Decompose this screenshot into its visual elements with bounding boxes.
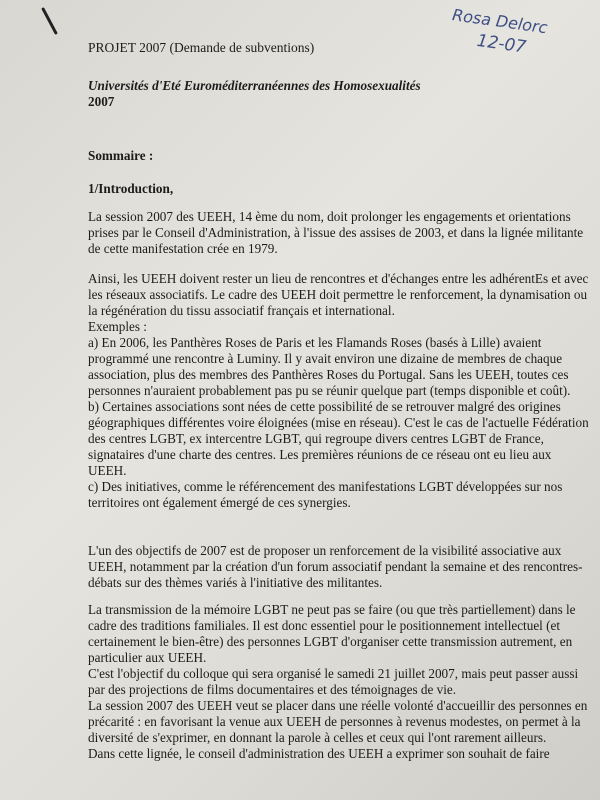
heading-sommaire: Sommaire : [88, 148, 154, 163]
pen-mark [41, 7, 58, 35]
paragraph-colloque: C'est l'objectif du colloque qui sera organisé le samedi 21 juillet 2007, mais peut passer aussi par des projections de films documentaires et des témoignages de vie. [88, 666, 579, 697]
example-a: a) En 2006, les Panthères Roses de Paris et les Flamands Roses (basés à Lille) avaient programmé une rencontre à Luminy. Il y avait environ une dizaine de membres de chaque association, plus des membres des Panthères Roses du Portugal. Sans les UEEH, toutes ces personnes n'auraient probablement pas pu se réunir quelque part (temps disponible et coût). [88, 335, 571, 398]
paragraph-ainsi-text: Ainsi, les UEEH doivent rester un lieu de rencontres et d'échanges entre les adhérentEs et avec les réseaux associatifs. Le cadre des UEEH doit permettre le renforcement, la dynamisation ou la régénération du tissu associatif français et international. [88, 271, 589, 318]
example-b: b) Certaines associations sont nées de cette possibilité de se retrouver malgré des origines géographiques différentes voire éloignées (mise en réseau). C'est le cas de l'actuelle Fédération des centres LGBT, ex intercentre LGBT, qui regroupe divers centres LGBT de France, signataires d'une charte des centres. Les premières réunions de ce réseau ont eu lieu aux UEEH. [88, 399, 589, 478]
example-c: c) Des initiatives, comme le référencement des manifestations LGBT développées sur nos territoires ont également émergé de ces synergies. [88, 479, 563, 510]
paragraph-ainsi [88, 271, 593, 511]
paragraph-precarite: La session 2007 des UEEH veut se placer dans une réelle volonté d'accueillir des personnes en précarité : en favorisant la venue aux UEEH de personnes à revenus modestes, on permet à la diversité de s'exprimer, en donnant la parole à celles et ceux qui l'ont rarement ailleurs. [88, 698, 588, 745]
handwritten-note [446, 0, 583, 75]
paragraph-session: La session 2007 des UEEH, 14 ème du nom, doit prolonger les engagements et orientations prises par le Conseil d'Administration, à l'issue des assises de 2003, et dans la lignée militante de cette manifestation crée en 1979. [88, 209, 584, 256]
paragraph-transmission-text: La transmission de la mémoire LGBT ne peut pas se faire (ou que très partiellement) dans le cadre des traditions familiales. Il est donc essentiel pour le positionnement intellectuel (et certainement le bien-être) des personnes LGBT d'organiser cette transmission autrement, en particulier aux UEEH. [88, 602, 576, 665]
heading-organization: Universités d'Eté Euroméditerranéennes des Homosexualités [88, 78, 421, 93]
heading-year: 2007 [88, 94, 115, 109]
heading-introduction: 1/Introduction, [88, 181, 174, 196]
paragraph-objectifs: L'un des objectifs de 2007 est de proposer un renforcement de la visibilité associative aux UEEH, notamment par la création d'un forum associatif pendant la semaine et des rencontres-débats sur des thèmes variés à l'initiative des militantes. [88, 543, 583, 590]
paragraph-transmission [88, 602, 593, 762]
examples-label: Exemples : [88, 319, 147, 334]
paragraph-lignee: Dans cette lignée, le conseil d'administration des UEEH a exprimer son souhait de faire [88, 746, 550, 761]
handwritten-date: 12-07 [475, 30, 528, 58]
handwritten-name: Rosa Delorc [451, 5, 549, 38]
document-title: PROJET 2007 (Demande de subventions) [88, 40, 315, 55]
